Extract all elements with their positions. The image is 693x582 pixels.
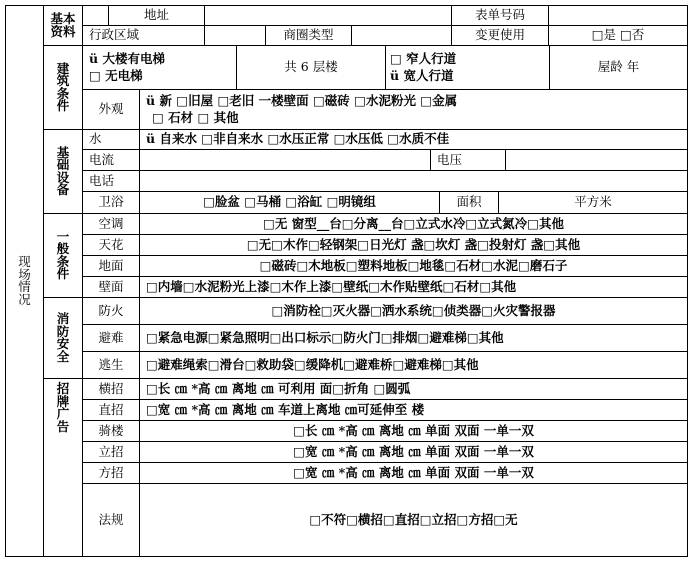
escape-options[interactable]: □避难绳索□滑台□救助袋□缓降机□避难桥□避难梯□其他 <box>139 351 688 379</box>
stand-sign-label: 立招 <box>82 441 140 463</box>
group-char: 备 <box>56 182 70 197</box>
group-char: 资料 <box>50 23 76 39</box>
narrow-sidewalk[interactable]: □ 窄人行道 <box>390 51 457 66</box>
wall-options[interactable]: □内墙□水泥粉光上漆□木作上漆□壁纸□木作贴壁纸□石材□其他 <box>139 276 688 298</box>
group-label-signs <box>43 378 83 557</box>
group-char: 建 <box>56 60 70 76</box>
group-char: 广 <box>56 406 70 421</box>
law-label: 法规 <box>82 483 140 557</box>
water-options[interactable]: ü 自来水 □非自来水 □水压正常 □水压低 □水质不佳 <box>139 129 688 150</box>
group-char: 础 <box>56 157 70 172</box>
group-char: 防 <box>56 323 70 339</box>
escape-label: 逃生 <box>82 351 140 379</box>
address-field[interactable] <box>204 5 452 26</box>
basic-blank-1 <box>82 5 109 26</box>
building-age: 屋龄 年 <box>549 45 688 90</box>
wall-label: 壁面 <box>82 276 140 298</box>
appearance-row-1[interactable]: ü 新 □旧屋 □老旧 一楼壁面 □磁砖 □水泥粉光 □金属 <box>146 93 458 108</box>
ac-options[interactable]: □无 窗型__台□分离__台□立式水冷□立式氮冷□其他 <box>139 213 688 235</box>
group-char: 招 <box>56 381 70 396</box>
change-use-label: 变更使用 <box>451 25 549 46</box>
group-char: 牌 <box>56 393 70 409</box>
ceiling-options[interactable]: □无□木作□轻钢架□日光灯 盏□坎灯 盏□投射灯 盏□其他 <box>139 234 688 256</box>
appearance-options[interactable] <box>139 89 688 130</box>
elevator-yes[interactable]: ü 大楼有电梯 <box>89 51 165 66</box>
current-label: 电流 <box>82 149 140 171</box>
district-field[interactable] <box>204 25 266 46</box>
appearance-label: 外观 <box>82 89 140 130</box>
section-char: 现 <box>18 254 31 269</box>
group-label-general <box>43 213 83 298</box>
current-field[interactable] <box>139 149 431 171</box>
floor-count: 共 6 层楼 <box>236 45 386 90</box>
evac-label: 避难 <box>82 324 140 352</box>
group-label-infra <box>43 129 83 214</box>
arcade-sign-label: 骑楼 <box>82 420 140 442</box>
area-unit: 平方米 <box>498 191 688 214</box>
ceiling-label: 天花 <box>82 234 140 256</box>
group-char: 基本 <box>50 11 76 26</box>
square-sign-label: 方招 <box>82 462 140 484</box>
elevator-options[interactable] <box>82 45 237 90</box>
group-char: 条 <box>56 85 70 101</box>
sidewalk-options[interactable] <box>385 45 550 90</box>
stand-sign-options[interactable]: □宽 ㎝ *高 ㎝ 离地 ㎝ 单面 双面 一单一双 <box>139 441 688 463</box>
group-label-basic <box>43 5 83 46</box>
arcade-sign-options[interactable]: □长 ㎝ *高 ㎝ 离地 ㎝ 单面 双面 一单一双 <box>139 420 688 442</box>
bath-options[interactable]: □脸盆 □马桶 □浴缸 □明镜组 <box>139 191 440 214</box>
floor-label: 地面 <box>82 255 140 277</box>
square-sign-options[interactable]: □宽 ㎝ *高 ㎝ 离地 ㎝ 单面 双面 一单一双 <box>139 462 688 484</box>
group-char: 安 <box>56 336 70 351</box>
wide-sidewalk[interactable]: ü 宽人行道 <box>390 67 454 83</box>
law-options[interactable]: □不符□横招□直招□立招□方招□无 <box>139 483 688 557</box>
section-char: 况 <box>18 291 31 307</box>
phone-field[interactable] <box>139 170 688 192</box>
group-char: 设 <box>56 169 70 185</box>
business-type-label: 商圈类型 <box>265 25 352 46</box>
group-char: 件 <box>56 266 70 281</box>
group-char: 般 <box>56 241 70 256</box>
change-use-options[interactable]: □是 □否 <box>548 25 688 46</box>
fire-options[interactable]: □消防栓□灭火器□洒水系统□侦类器□火灾警报器 <box>139 297 688 325</box>
form-no-label: 表单号码 <box>451 5 549 26</box>
group-char: 消 <box>56 311 70 326</box>
group-char: 全 <box>56 348 70 364</box>
group-char: 筑 <box>56 73 70 88</box>
vert-sign-options[interactable]: □宽 ㎝ *高 ㎝ 离地 ㎝ 车道上离地 ㎝可延伸至 楼 <box>139 399 688 421</box>
elevator-no[interactable]: □ 无电梯 <box>89 67 143 83</box>
section-char: 情 <box>18 279 31 294</box>
group-label-fire <box>43 297 83 379</box>
form-no-field[interactable] <box>548 5 688 26</box>
business-type-field[interactable] <box>351 25 452 46</box>
group-char: 条 <box>56 253 70 269</box>
ac-label: 空调 <box>82 213 140 235</box>
water-label: 水 <box>82 129 140 150</box>
district-label: 行政区域 <box>82 25 205 46</box>
horiz-sign-label: 横招 <box>82 378 140 400</box>
voltage-label: 电压 <box>430 149 506 171</box>
section-char: 场 <box>18 266 31 282</box>
group-char: 基 <box>56 144 70 160</box>
phone-label: 电话 <box>82 170 140 192</box>
fire-label: 防火 <box>82 297 140 325</box>
vert-sign-label: 直招 <box>82 399 140 421</box>
horiz-sign-options[interactable]: □长 ㎝ *高 ㎝ 离地 ㎝ 可利用 面□折角 □圆弧 <box>139 378 688 400</box>
voltage-field[interactable] <box>505 149 688 171</box>
group-char: 告 <box>56 418 70 434</box>
area-label: 面积 <box>439 191 499 214</box>
evac-options[interactable]: □紧急电源□紧急照明□出口标示□防火门□排烟□避难梯□其他 <box>139 324 688 352</box>
group-label-building <box>43 45 83 130</box>
group-char: 一 <box>56 228 70 244</box>
section-label-site <box>5 5 44 557</box>
bath-label: 卫浴 <box>82 191 140 214</box>
group-char: 件 <box>56 98 70 113</box>
address-label: 地址 <box>108 5 205 26</box>
floor-options[interactable]: □磁砖□木地板□塑料地板□地毯□石材□水泥□磨石子 <box>139 255 688 277</box>
appearance-row-2[interactable]: □ 石材 □ 其他 <box>152 109 239 125</box>
